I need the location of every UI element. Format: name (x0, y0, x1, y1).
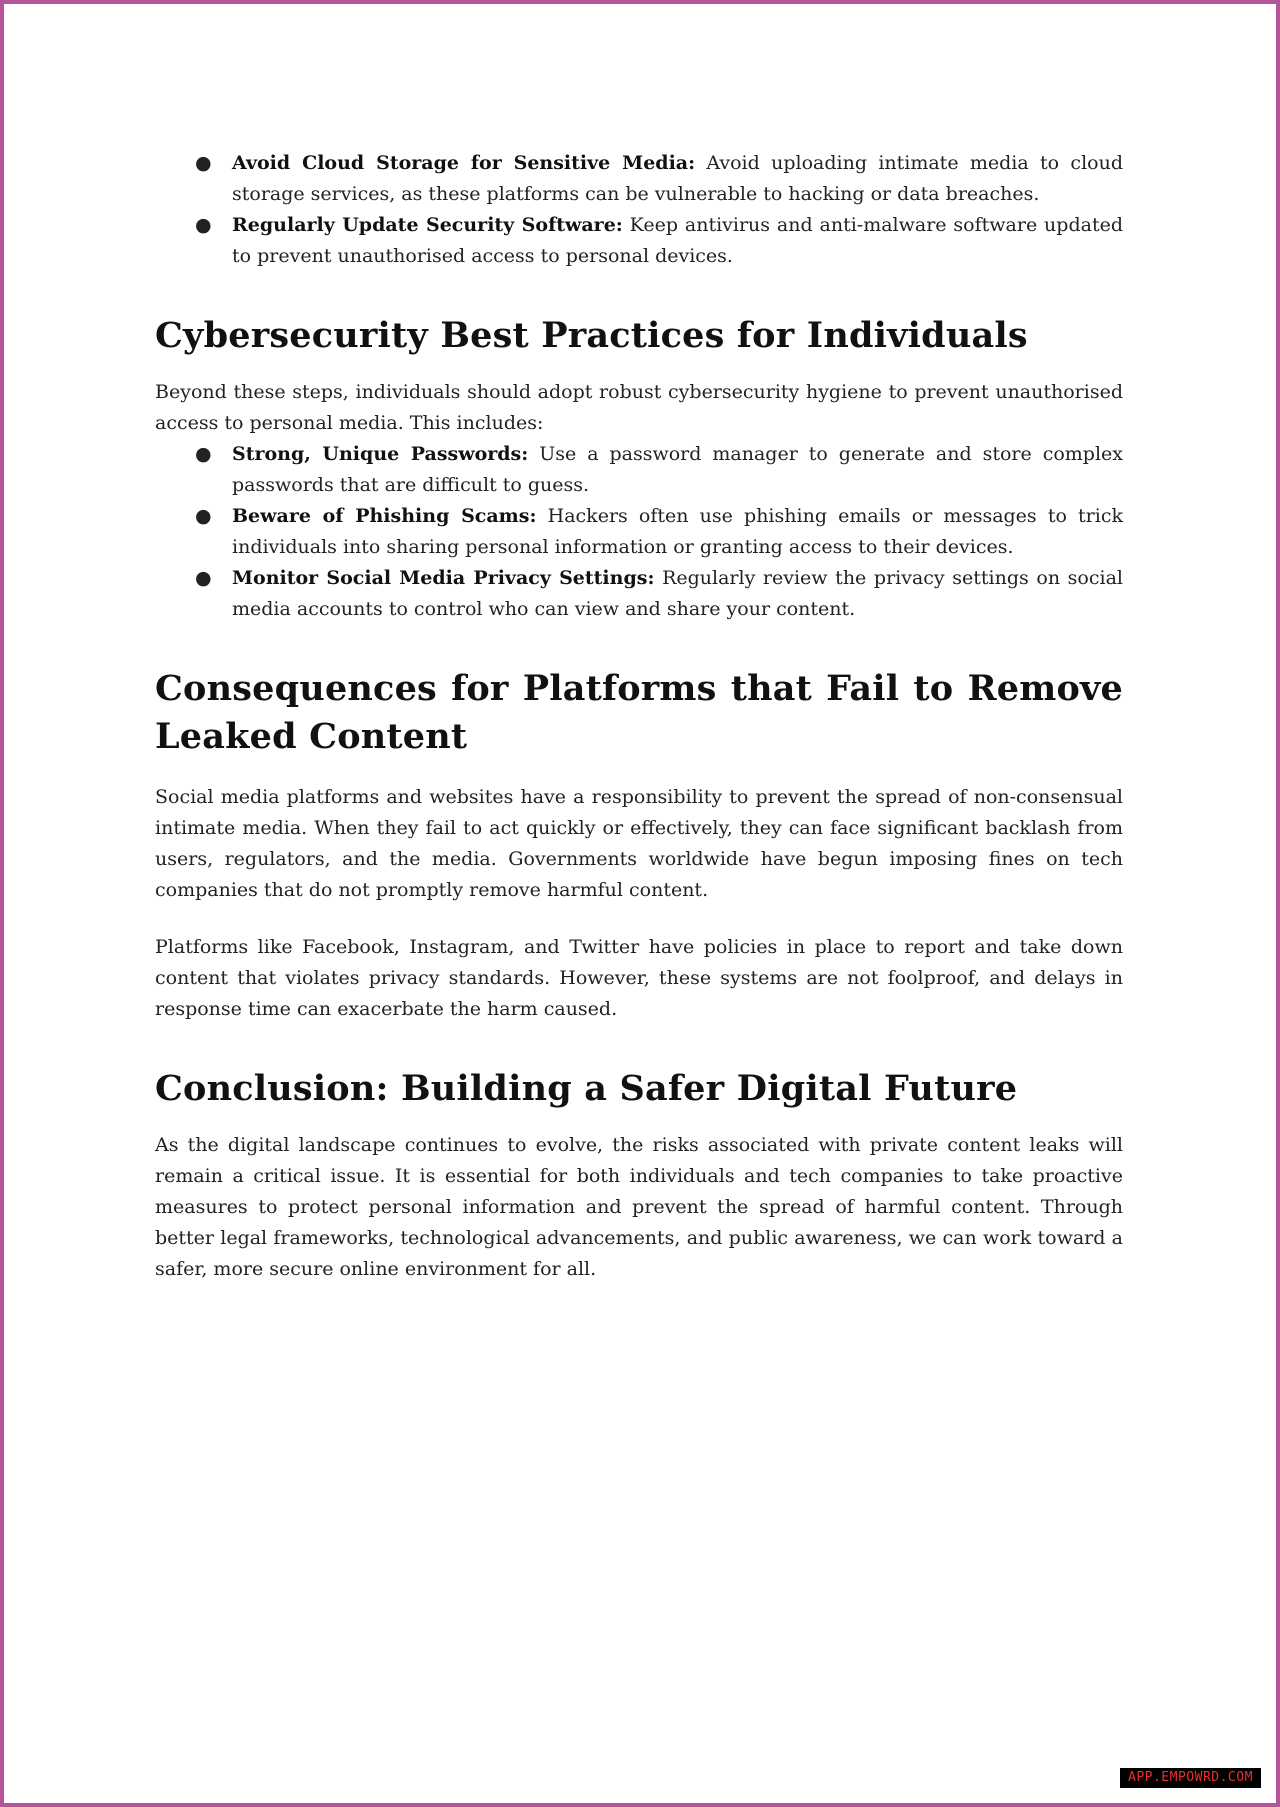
list-item-text: Use a password manager to generate and store complex passwords that are difficult to guess. (232, 443, 1124, 496)
section-heading-cybersecurity: Cybersecurity Best Practices for Individuals (155, 315, 1028, 356)
watermark-label: APP.EMPOWRD.COM (1120, 1768, 1261, 1788)
cybersecurity-bullet-list (155, 439, 1123, 625)
list-item-text: Keep antivirus and anti-malware software updated to prevent unauthorised access to personal devices. (232, 214, 1123, 267)
cybersecurity-intro-paragraph: Beyond these steps, individuals should adopt robust cybersecurity hygiene to prevent unauthorised access to personal media. This includes: (155, 381, 1123, 434)
section-heading-consequences: Consequences for Platforms that Fail to Remove Leaked Content (155, 668, 1123, 757)
consequences-paragraph-2: Platforms like Facebook, Instagram, and Twitter have policies in place to report and take down content that violates privacy standards. However, these systems are not foolproof, and delays in response time can exacerbate the harm caused. (155, 936, 1123, 1020)
bullet-icon: ● (195, 505, 212, 527)
list-item-term: Beware of Phishing Scams: (232, 505, 537, 527)
list-item-term: Regularly Update Security Software: (232, 214, 623, 236)
bullet-icon: ● (195, 152, 212, 174)
list-item (155, 148, 1123, 210)
list-item-term: Avoid Cloud Storage for Sensitive Media: (232, 152, 696, 174)
top-bullet-list (155, 148, 1123, 272)
list-item (155, 439, 1123, 501)
list-item (155, 210, 1123, 272)
bullet-icon: ● (195, 567, 212, 589)
section-heading-conclusion: Conclusion: Building a Safer Digital Future (155, 1068, 1018, 1109)
list-item (155, 563, 1123, 625)
list-item-term: Strong, Unique Passwords: (232, 443, 529, 465)
consequences-paragraph-1: Social media platforms and websites have a responsibility to prevent the spread of non-consensual intimate media. When they fail to act quickly or effectively, they can face significant backlash from users, regulators, and the media. Governments worldwide have begun imposing fines on tech companies that do not promptly remove harmful content. (155, 786, 1123, 901)
list-item-text: Avoid uploading intimate media to cloud storage services, as these platforms can be vulnerable to hacking or data breaches. (232, 152, 1123, 205)
list-item-text: Hackers often use phishing emails or messages to trick individuals into sharing personal information or granting access to their devices. (232, 505, 1123, 558)
conclusion-paragraph: As the digital landscape continues to evolve, the risks associated with private content leaks will remain a critical issue. It is essential for both individuals and tech companies to take proactive measures to protect personal information and prevent the spread of harmful content. Through better legal frameworks, technological advancements, and public awareness, we can work toward a safer, more secure online environment for all. (155, 1134, 1123, 1280)
list-item-text: Regularly review the privacy settings on social media accounts to control who can view and share your content. (232, 567, 1123, 620)
document-page (155, 148, 1123, 1285)
list-item (155, 501, 1123, 563)
list-item-term: Monitor Social Media Privacy Settings: (232, 567, 655, 589)
bullet-icon: ● (195, 443, 212, 465)
bullet-icon: ● (195, 214, 212, 236)
